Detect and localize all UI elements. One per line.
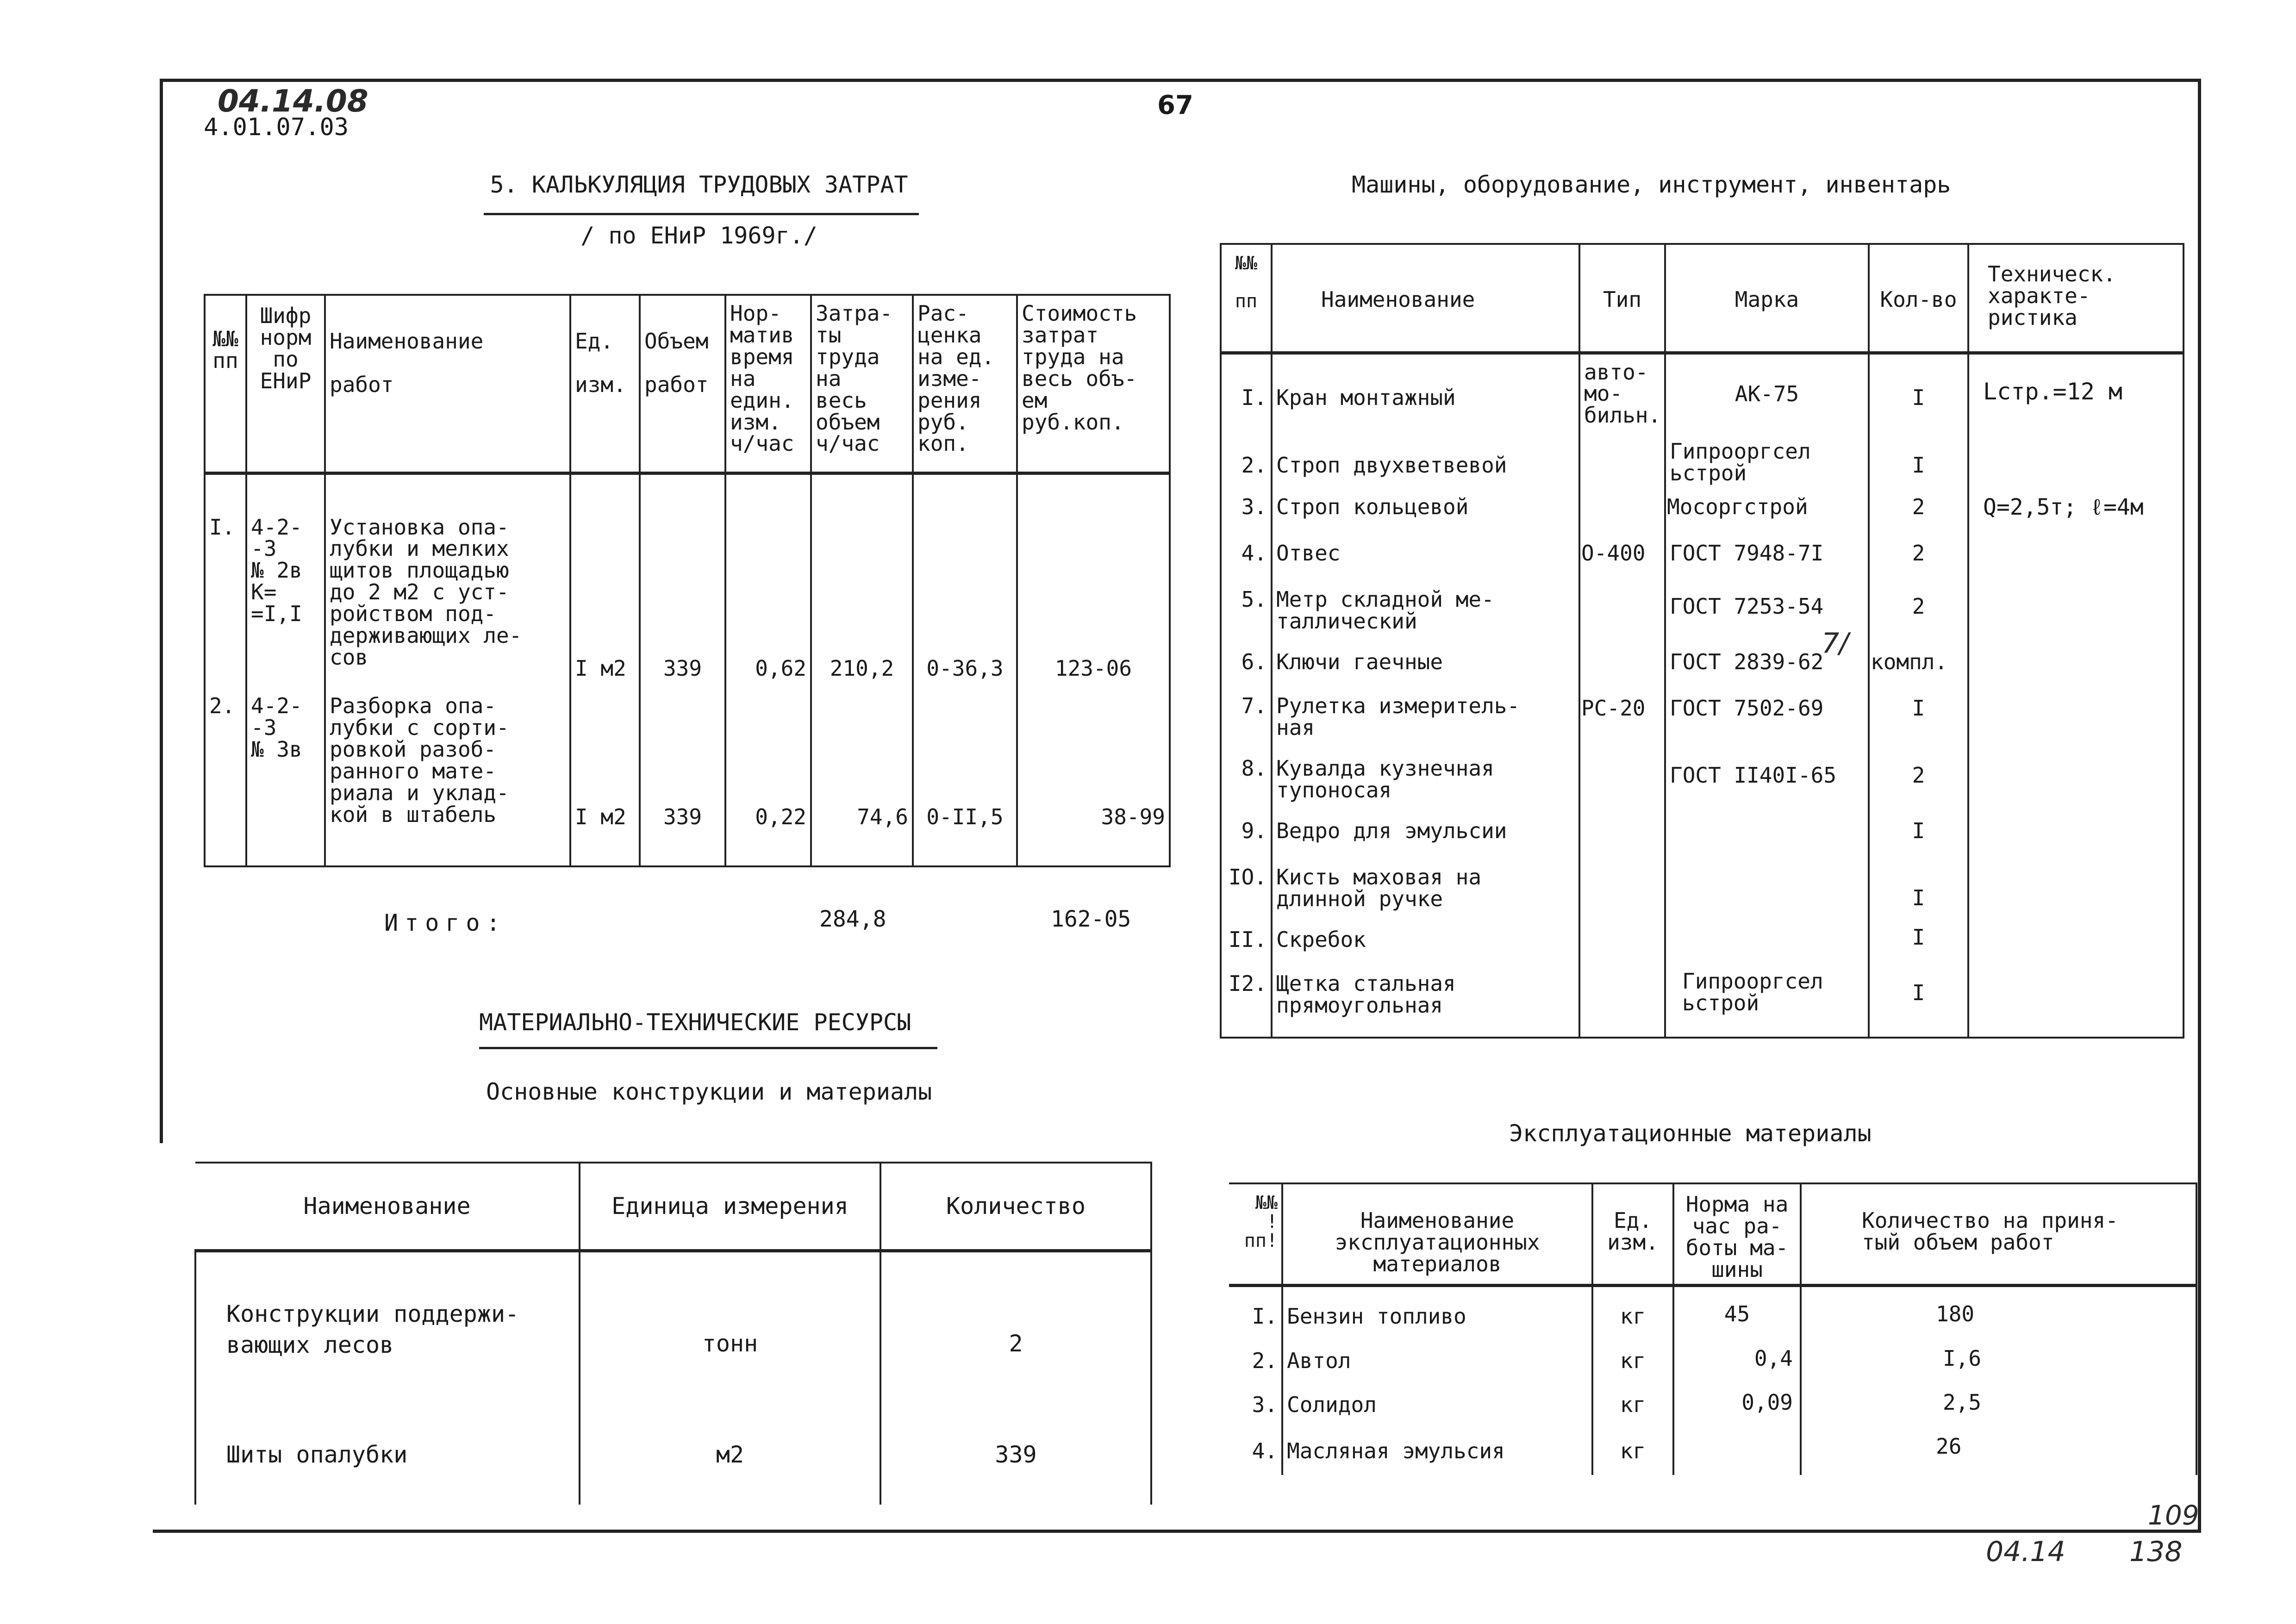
- machines-row-9: [1221, 813, 2184, 859]
- machines-header-row: [1221, 244, 2184, 353]
- labor-total-label: Итого:: [384, 909, 507, 936]
- labor-row-2-cost: 38-99: [1017, 684, 1170, 866]
- labor-header-labor: Затра- ты труда на весь объем ч/час: [811, 295, 913, 473]
- operating-title: Эксплуатационные материалы: [1509, 1120, 1872, 1147]
- resources-row-1: [195, 1251, 1151, 1361]
- machines-row-12-qty: I: [1869, 966, 1968, 1038]
- machines-row-9-num: 9.: [1221, 813, 1272, 859]
- machines-row-11: [1221, 924, 2184, 966]
- machines-row-5-qty: 2: [1869, 579, 1968, 637]
- labor-header-row: [205, 295, 1170, 473]
- machines-row-6-spec: [1968, 637, 2184, 686]
- machines-row-3-num: 3.: [1221, 487, 1272, 533]
- labor-row-1-labor: 210,2: [811, 473, 913, 684]
- machines-row-2-qty: I: [1869, 441, 1968, 487]
- machines-header-num: №№ пп: [1221, 244, 1272, 353]
- machines-row-11-qty: I: [1869, 924, 1968, 966]
- operating-row-3-num: 3.: [1229, 1382, 1282, 1429]
- machines-row-3-spec: Q=2,5т; ℓ=4м: [1968, 487, 2184, 533]
- machines-row-1-brand: АК-75: [1665, 353, 1869, 441]
- operating-row-2-num: 2.: [1229, 1336, 1282, 1382]
- operating-row-3-norm: 0,09: [1673, 1382, 1801, 1429]
- machines-row-3-brand: Мосоргстрой: [1665, 487, 1869, 533]
- frame-bottom-border: [153, 1530, 2201, 1533]
- machines-row-2-brand: [1665, 441, 1869, 487]
- labor-row-2-name: Разборка опа- лубки с сорти- ровкой разоб- ранного мате- риала и уклад- кой в штабель: [325, 684, 570, 866]
- doc-code: 4.01.07.03: [204, 113, 349, 141]
- machines-row-11-brand: [1665, 924, 1869, 966]
- machines-row-2-brand-text: Гипрооргсельстрой: [1670, 441, 1811, 485]
- handwritten-margin-mark: 7/: [1822, 627, 1849, 660]
- machines-row-6: [1221, 637, 2184, 686]
- machines-row-6-qty: компл.: [1869, 637, 1968, 686]
- machines-row-6-type: [1579, 637, 1665, 686]
- machines-row-9-qty: I: [1869, 813, 1968, 859]
- labor-row-2-code: 4-2- -3 № 3в: [246, 684, 325, 866]
- machines-row-8-num: 8.: [1221, 746, 1272, 813]
- machines-row-2: [1221, 441, 2184, 487]
- labor-row-1-norm: 0,62: [725, 473, 811, 684]
- labor-row-1-name: Установка опа- лубки и мелких щитов площадью до 2 м2 с уст- ройством под- держивающих ле- сов: [325, 473, 570, 684]
- labor-header-code: Шифр норм по ЕНиР: [246, 295, 325, 473]
- labor-row-2-volume: 339: [640, 684, 725, 866]
- resources-row-2: [195, 1361, 1151, 1505]
- frame-left-border: [160, 79, 163, 1143]
- resources-header-qty: Количество: [880, 1163, 1151, 1251]
- operating-row-4-norm: [1673, 1429, 1801, 1475]
- resources-row-1-qty: 2: [880, 1251, 1151, 1361]
- machines-row-9-name: Ведро для эмульсии: [1272, 813, 1579, 859]
- labor-row-1-num: I.: [205, 473, 246, 684]
- resources-header-name: Наименование: [195, 1163, 580, 1251]
- resources-title: МАТЕРИАЛЬНО-ТЕХНИЧЕСКИЕ РЕСУРСЫ: [479, 1009, 911, 1036]
- machines-row-12: [1221, 966, 2184, 1038]
- page-number: 67: [1157, 90, 1193, 120]
- machines-row-12-spec: [1968, 966, 2184, 1038]
- machines-row-5-num: 5.: [1221, 579, 1272, 637]
- operating-row-4-num: 4.: [1229, 1429, 1282, 1475]
- machines-row-11-name: Скребок: [1272, 924, 1579, 966]
- machines-header-name: Наименование: [1272, 244, 1579, 353]
- machines-row-4-spec: [1968, 533, 2184, 579]
- labor-total-cost: 162-05: [1051, 906, 1131, 932]
- operating-row-3: [1229, 1382, 2196, 1429]
- machines-row-4-num: 4.: [1221, 533, 1272, 579]
- labor-table: [204, 294, 1171, 867]
- machines-row-7-brand: ГОСТ 7502-69: [1665, 686, 1869, 746]
- machines-row-12-num: I2.: [1221, 966, 1272, 1038]
- operating-row-2-unit: кг: [1592, 1336, 1673, 1382]
- operating-row-1-qty: 180: [1801, 1285, 2196, 1336]
- machines-row-6-name: Ключи гаечные: [1272, 637, 1579, 686]
- labor-subtitle: / по ЕНиР 1969г./: [580, 222, 817, 249]
- machines-row-2-type: [1579, 441, 1665, 487]
- machines-row-1-num: I.: [1221, 353, 1272, 441]
- labor-title: 5. КАЛЬКУЛЯЦИЯ ТРУДОВЫХ ЗАТРАТ: [490, 171, 908, 198]
- labor-header-name: Наименование работ: [325, 295, 570, 473]
- frame-top-border: [160, 79, 2201, 82]
- operating-row-4-name: Масляная эмульсия: [1282, 1429, 1592, 1475]
- machines-row-3-qty: 2: [1869, 487, 1968, 533]
- resources-subtitle: Основные конструкции и материалы: [486, 1078, 932, 1105]
- resources-row-1-unit: тонн: [580, 1251, 880, 1361]
- operating-row-1-norm: 45: [1673, 1285, 1801, 1336]
- machines-row-9-spec: [1968, 813, 2184, 859]
- operating-header-unit: Ед. изм.: [1592, 1183, 1673, 1285]
- machines-row-6-brand: ГОСТ 2839-62: [1665, 637, 1869, 686]
- operating-table: [1229, 1182, 2197, 1475]
- machines-row-8-name: Кувалда кузнечная тупоносая: [1272, 746, 1579, 813]
- machines-row-12-brand-text: Гипрооргсельстрой: [1682, 969, 1823, 1015]
- machines-row-7-spec: [1968, 686, 2184, 746]
- machines-row-4-brand: ГОСТ 7948-7I: [1665, 533, 1869, 579]
- machines-row-2-name: Строп двухветвевой: [1272, 441, 1579, 487]
- machines-row-5-name: Метр складной ме- таллический: [1272, 579, 1579, 637]
- machines-row-8: [1221, 746, 2184, 813]
- labor-row-2-labor: 74,6: [811, 684, 913, 866]
- operating-header-name: Наименование эксплуатационных материалов: [1282, 1183, 1592, 1285]
- machines-row-10: [1221, 859, 2184, 924]
- labor-row-2-rate: 0-II,5: [913, 684, 1017, 866]
- machines-row-7-qty: I: [1869, 686, 1968, 746]
- labor-row-2-unit: I м2: [570, 684, 640, 866]
- machines-row-4: [1221, 533, 2184, 579]
- frame-right-border: [2198, 79, 2201, 1532]
- machines-row-11-num: II.: [1221, 924, 1272, 966]
- machines-row-5-type: [1579, 579, 1665, 637]
- machines-row-8-qty: 2: [1869, 746, 1968, 813]
- operating-row-2-name: Автол: [1282, 1336, 1592, 1382]
- labor-row-1-rate: 0-36,3: [913, 473, 1017, 684]
- resources-row-1-name: Конструкции поддержи- вающих лесов: [195, 1251, 580, 1361]
- labor-row-1-volume: 339: [640, 473, 725, 684]
- operating-row-3-name: Солидол: [1282, 1382, 1592, 1429]
- machines-header-spec: Техническ. характе- ристика: [1968, 244, 2184, 353]
- resources-row-2-name: Шиты опалубки: [195, 1361, 580, 1505]
- machines-row-8-type: [1579, 746, 1665, 813]
- machines-row-1-spec: Lстр.=12 м: [1968, 353, 2184, 441]
- machines-row-10-spec: [1968, 859, 2184, 924]
- machines-row-5: [1221, 579, 2184, 637]
- labor-header-volume: Объем работ: [640, 295, 725, 473]
- machines-row-2-num: 2.: [1221, 441, 1272, 487]
- machines-row-12-name: Щетка стальная прямоугольная: [1272, 966, 1579, 1038]
- labor-header-num: №№ пп: [205, 295, 246, 473]
- machines-header-brand: Марка: [1665, 244, 1869, 353]
- machines-row-2-spec: [1968, 441, 2184, 487]
- machines-row-10-brand: [1665, 859, 1869, 924]
- labor-row-2-num: 2.: [205, 684, 246, 866]
- machines-row-7-type: РС-20: [1579, 686, 1665, 746]
- machines-row-11-type: [1579, 924, 1665, 966]
- operating-row-2-norm: 0,4: [1673, 1336, 1801, 1382]
- operating-header-num: №№ ! пп!: [1229, 1183, 1282, 1285]
- machines-row-1-type: авто- мо- бильн.: [1579, 353, 1665, 441]
- operating-row-1-name: Бензин топливо: [1282, 1285, 1592, 1336]
- labor-row-1-code: 4-2- -3 № 2в К= =I,I: [246, 473, 325, 684]
- labor-row-2: [205, 684, 1170, 866]
- machines-row-4-qty: 2: [1869, 533, 1968, 579]
- machines-row-10-qty: I: [1869, 859, 1968, 924]
- machines-header-type: Тип: [1579, 244, 1665, 353]
- operating-row-3-qty: 2,5: [1801, 1382, 2196, 1429]
- operating-row-4-unit: кг: [1592, 1429, 1673, 1475]
- machines-row-12-type: [1579, 966, 1665, 1038]
- machines-row-1: [1221, 353, 2184, 441]
- labor-row-1-cost: 123-06: [1017, 473, 1170, 684]
- machines-row-9-brand: [1665, 813, 1869, 859]
- machines-row-11-spec: [1968, 924, 2184, 966]
- operating-header-qty: Количество на приня- тый объем работ: [1801, 1183, 2196, 1285]
- machines-row-5-spec: [1968, 579, 2184, 637]
- machines-row-4-name: Отвес: [1272, 533, 1579, 579]
- handwritten-doc-code: 04.14.08: [218, 83, 368, 119]
- resources-header-row: [195, 1163, 1151, 1251]
- operating-row-3-unit: кг: [1592, 1382, 1673, 1429]
- operating-row-2: [1229, 1336, 2196, 1382]
- resources-row-2-unit: м2: [580, 1361, 880, 1505]
- labor-header-unit: Ед. изм.: [570, 295, 640, 473]
- operating-header-norm: Норма на час ра- боты ма- шины: [1673, 1183, 1801, 1285]
- machines-row-7: [1221, 686, 2184, 746]
- labor-header-norm: Нор- матив время на един. изм. ч/час: [725, 295, 811, 473]
- labor-row-2-norm: 0,22: [725, 684, 811, 866]
- resources-header-unit: Единица измерения: [580, 1163, 880, 1251]
- machines-row-7-name: Рулетка измеритель- ная: [1272, 686, 1579, 746]
- operating-row-1: [1229, 1285, 2196, 1336]
- operating-row-4-qty: 26: [1801, 1429, 2196, 1475]
- machines-row-12-brand: [1665, 966, 1869, 1038]
- labor-header-cost: Стоимость затрат труда на весь объ- ем руб.коп.: [1017, 295, 1170, 473]
- machines-row-1-qty: I: [1869, 353, 1968, 441]
- machines-row-8-brand: ГОСТ II40I-65: [1665, 746, 1869, 813]
- machines-table: [1220, 243, 2184, 1039]
- operating-header-row: [1229, 1183, 2196, 1285]
- handwritten-sheet-number: 109: [2148, 1500, 2199, 1531]
- machines-row-10-name: Кисть маховая на длинной ручке: [1272, 859, 1579, 924]
- machines-row-9-type: [1579, 813, 1665, 859]
- labor-row-1: [205, 473, 1170, 684]
- operating-row-4: [1229, 1429, 2196, 1475]
- labor-row-1-unit: I м2: [570, 473, 640, 684]
- machines-row-10-type: [1579, 859, 1665, 924]
- handwritten-footer-code: 04.14: [1986, 1536, 2065, 1568]
- machines-row-6-num: 6.: [1221, 637, 1272, 686]
- labor-header-rate: Рас- ценка на ед. изме- рения руб. коп.: [913, 295, 1017, 473]
- resources-row-2-qty: 339: [880, 1361, 1151, 1505]
- machines-row-7-num: 7.: [1221, 686, 1272, 746]
- machines-row-3-name: Строп кольцевой: [1272, 487, 1579, 533]
- machines-row-3: [1221, 487, 2184, 533]
- handwritten-page-number: 138: [2129, 1536, 2183, 1568]
- machines-header-qty: Кол-во: [1869, 244, 1968, 353]
- machines-row-10-num: IO.: [1221, 859, 1272, 924]
- machines-row-5-brand: ГОСТ 7253-54: [1665, 579, 1869, 637]
- labor-title-rule: [484, 213, 919, 215]
- resources-title-rule: [479, 1047, 937, 1049]
- labor-total-hours: 284,8: [819, 906, 886, 932]
- resources-table: [194, 1162, 1152, 1505]
- machines-row-4-type: О-400: [1579, 533, 1665, 579]
- operating-row-1-unit: кг: [1592, 1285, 1673, 1336]
- operating-row-1-num: I.: [1229, 1285, 1282, 1336]
- machines-row-8-spec: [1968, 746, 2184, 813]
- operating-row-2-qty: I,6: [1801, 1336, 2196, 1382]
- machines-title: Машины, оборудование, инструмент, инвентарь: [1352, 171, 1951, 198]
- machines-row-3-type: [1579, 487, 1665, 533]
- machines-row-1-name: Кран монтажный: [1272, 353, 1579, 441]
